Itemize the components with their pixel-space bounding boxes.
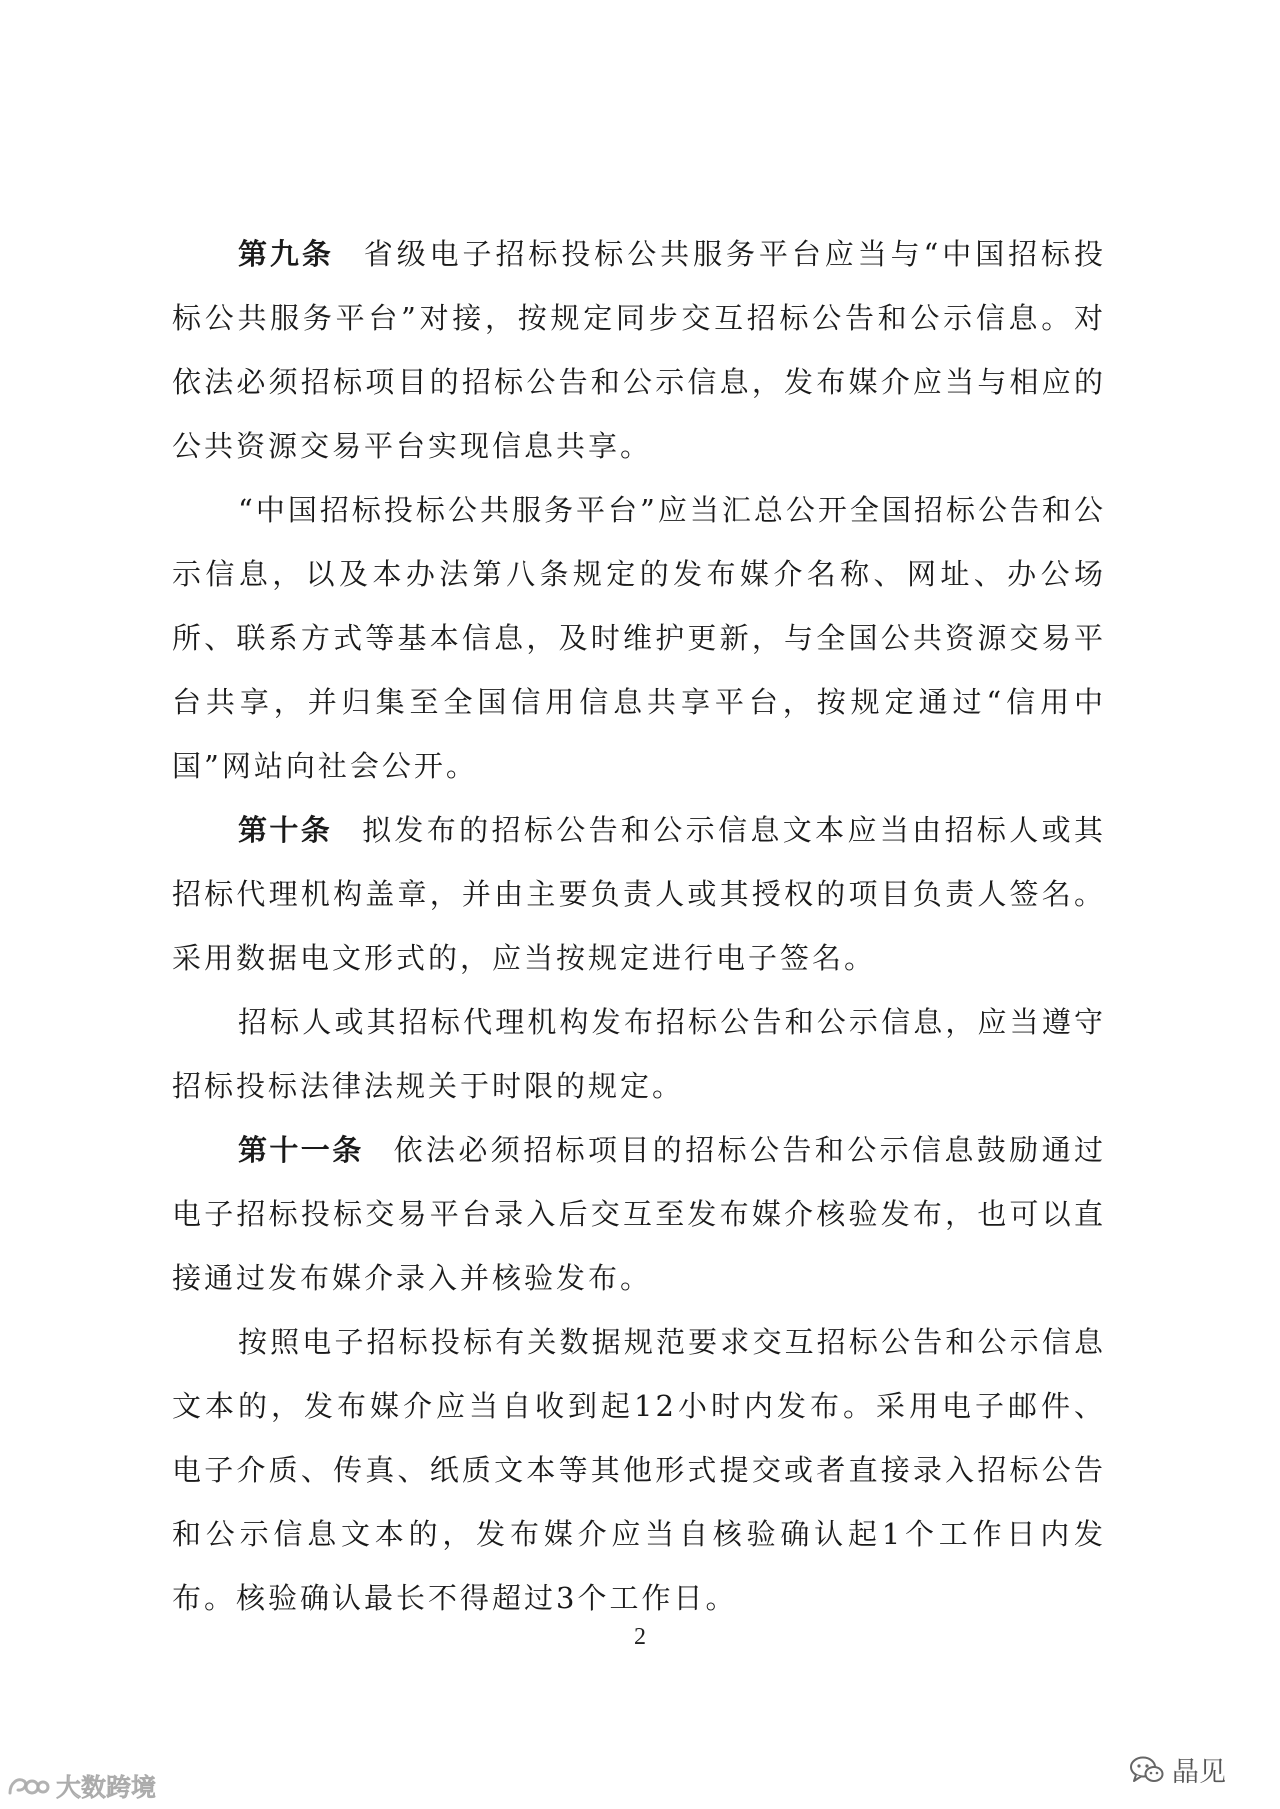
page-number: 2: [634, 1624, 646, 1650]
article-title: 第十一条: [238, 1133, 364, 1167]
paragraph-article-9-part-2: [172, 478, 1106, 798]
article-title: 第十条: [238, 813, 333, 847]
paragraph-text: 依法必须招标项目的招标公告和公示信息鼓励通过电子招标投标交易平台录入后交互至发布媒介核验发布，也可以直接通过发布媒介录入并核验发布。: [172, 1133, 1106, 1295]
paragraph-text: 按照电子招标投标有关数据规范要求交互招标公告和公示信息文本的，发布媒介应当自收到起12小时内发布。采用电子邮件、电子介质、传真、纸质文本等其他形式提交或者直接录入招标公告和公示信息文本的，发布媒介应当自核验确认起1个工作日内发布。核验确认最长不得超过3个工作日。: [172, 1325, 1106, 1615]
watermark-logo: [6, 1771, 50, 1801]
document-body: [172, 222, 1106, 1630]
paragraph-article-10-part-2: [172, 990, 1106, 1118]
watermark-text: 大数跨境: [56, 1773, 157, 1802]
wechat-account-mark: [1130, 1750, 1226, 1789]
paragraph-text: 招标人或其招标代理机构发布招标公告和公示信息，应当遵守招标投标法律法规关于时限的规定。: [172, 1005, 1106, 1103]
article-title: 第九条: [238, 237, 334, 271]
paragraph-article-11: [172, 1118, 1106, 1310]
paragraph-article-11-part-2: [172, 1310, 1106, 1630]
paragraph-article-10: [172, 798, 1106, 990]
paragraph-article-9: [172, 222, 1106, 478]
wechat-icon: [1130, 1756, 1164, 1784]
paragraph-text: “中国招标投标公共服务平台”应当汇总公开全国招标公告和公示信息，以及本办法第八条规定的发布媒介名称、网址、办公场所、联系方式等基本信息，及时维护更新，与全国公共资源交易平台共享，并归集至全国信用信息共享平台，按规定通过“信用中国”网站向社会公开。: [172, 493, 1106, 783]
watermark: [6, 1768, 156, 1804]
paragraph-text: 拟发布的招标公告和公示信息文本应当由招标人或其招标代理机构盖章，并由主要负责人或其授权的项目负责人签名。采用数据电文形式的，应当按规定进行电子签名。: [172, 813, 1106, 975]
wechat-account-name: 晶见: [1172, 1757, 1226, 1788]
paragraph-text: 省级电子招标投标公共服务平台应当与“中国招标投标公共服务平台”对接，按规定同步交互招标公告和公示信息。对依法必须招标项目的招标公告和公示信息，发布媒介应当与相应的公共资源交易平台实现信息共享。: [172, 237, 1106, 463]
